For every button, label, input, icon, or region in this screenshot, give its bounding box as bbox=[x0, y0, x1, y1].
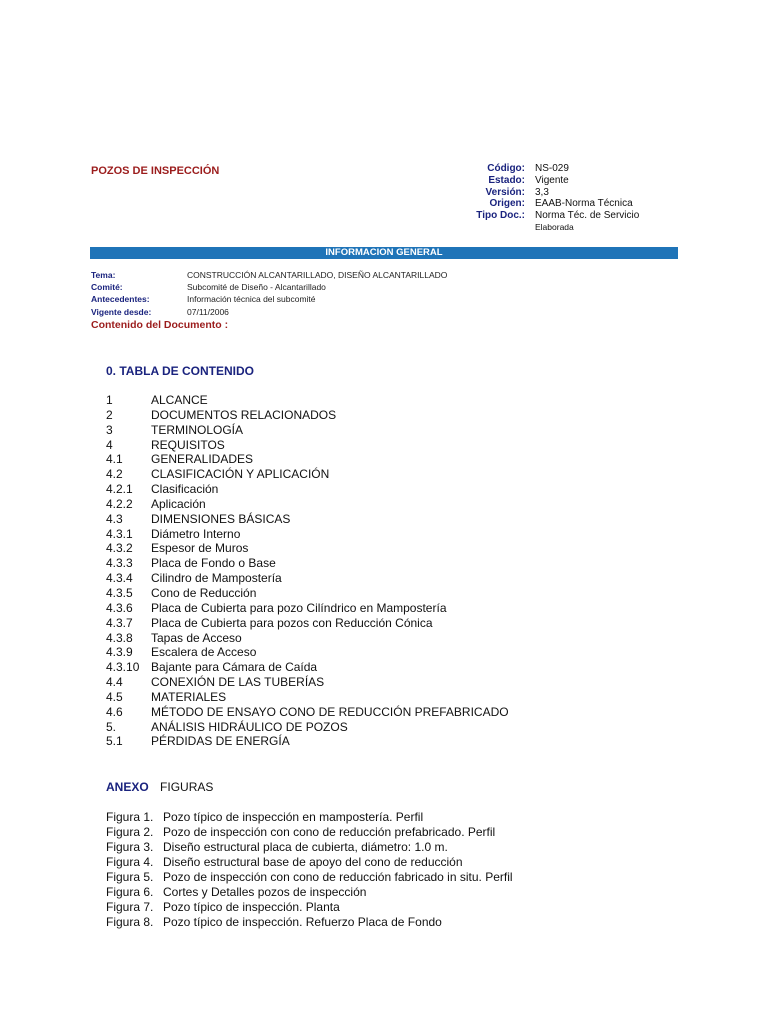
toc-item bbox=[106, 452, 509, 467]
toc-item-number: 4.2 bbox=[106, 467, 123, 482]
info-label: Vigente desde: bbox=[91, 306, 152, 317]
figure-item bbox=[106, 855, 513, 870]
figure-item-text: Pozo de inspección con cono de reducción fabricado in situ. Perfil bbox=[163, 870, 513, 884]
figure-item-number: Figura 6. bbox=[106, 885, 154, 899]
toc-item-text: ANÁLISIS HIDRÁULICO DE POZOS bbox=[151, 719, 348, 734]
toc-item bbox=[106, 423, 509, 438]
toc-item bbox=[106, 408, 509, 423]
toc-item-number: 4.2.2 bbox=[106, 496, 133, 511]
toc-item bbox=[106, 512, 509, 527]
figure-item-number: Figura 4. bbox=[106, 855, 154, 869]
toc-item-number: 2 bbox=[106, 407, 113, 422]
info-row bbox=[91, 293, 447, 305]
toc-item-number: 4.4 bbox=[106, 675, 123, 690]
figure-item-number: Figura 1. bbox=[106, 810, 154, 824]
meta-row bbox=[440, 198, 680, 210]
meta-label: Versión: bbox=[485, 186, 525, 198]
table-of-contents bbox=[106, 393, 509, 749]
toc-item bbox=[106, 720, 509, 735]
info-row bbox=[91, 269, 447, 281]
toc-item bbox=[106, 541, 509, 556]
toc-item-text: TERMINOLOGÍA bbox=[151, 422, 244, 437]
annex-title: FIGURAS bbox=[160, 780, 214, 794]
meta-label-empty bbox=[440, 222, 535, 234]
toc-item-text: ALCANCE bbox=[151, 393, 208, 407]
meta-row bbox=[440, 187, 680, 199]
meta-label: Estado: bbox=[488, 174, 525, 186]
meta-value-extra: Elaborada bbox=[535, 221, 574, 232]
toc-item-text: CONEXIÓN DE LAS TUBERÍAS bbox=[151, 675, 325, 690]
figure-item bbox=[106, 900, 513, 915]
toc-item-text: DOCUMENTOS RELACIONADOS bbox=[151, 407, 337, 422]
toc-item-number: 4.3.7 bbox=[106, 615, 133, 630]
toc-item bbox=[106, 616, 509, 631]
figure-item-number: Figura 2. bbox=[106, 825, 154, 839]
figure-item bbox=[106, 885, 513, 900]
toc-item bbox=[106, 675, 509, 690]
figure-item-text: Pozo típico de inspección. Refuerzo Placa de Fondo bbox=[163, 915, 442, 929]
meta-label: Tipo Doc.: bbox=[476, 210, 525, 222]
figure-item-text: Pozo típico de inspección. Planta bbox=[163, 900, 340, 914]
toc-item-number: 4.3.6 bbox=[106, 600, 133, 615]
toc-item bbox=[106, 586, 509, 601]
info-value: Información técnica del subcomité bbox=[187, 294, 316, 305]
figure-item-text: Diseño estructural placa de cubierta, diámetro: 1.0 m. bbox=[163, 840, 448, 854]
meta-value: NS-029 bbox=[535, 163, 569, 174]
toc-item-text: Cono de Reducción bbox=[151, 585, 257, 600]
toc-item-text: MATERIALES bbox=[151, 689, 227, 704]
figure-item-number: Figura 5. bbox=[106, 870, 154, 884]
metadata-block bbox=[440, 163, 680, 234]
toc-item-text: PÉRDIDAS DE ENERGÍA bbox=[151, 734, 290, 749]
figure-item-text: Pozo de inspección con cono de reducción prefabricado. Perfil bbox=[163, 825, 496, 839]
toc-item-text: Placa de Fondo o Base bbox=[151, 556, 276, 571]
toc-item bbox=[106, 660, 509, 675]
info-row bbox=[91, 306, 447, 318]
info-value: 07/11/2006 bbox=[187, 306, 229, 317]
toc-item bbox=[106, 497, 509, 512]
meta-row bbox=[440, 210, 680, 222]
info-label: Tema: bbox=[91, 270, 116, 280]
toc-item bbox=[106, 734, 509, 749]
toc-item bbox=[106, 571, 509, 586]
toc-item bbox=[106, 527, 509, 542]
toc-item-number: 1 bbox=[106, 393, 113, 407]
toc-item-number: 4.3.8 bbox=[106, 630, 133, 645]
toc-item bbox=[106, 438, 509, 453]
toc-item-number: 4.3.3 bbox=[106, 556, 133, 571]
meta-value: Norma Téc. de Servicio bbox=[535, 210, 640, 222]
meta-row bbox=[440, 222, 680, 234]
toc-item-text: DIMENSIONES BÁSICAS bbox=[151, 511, 291, 526]
toc-item-text: Tapas de Acceso bbox=[151, 630, 242, 645]
meta-value: EAAB-Norma Técnica bbox=[535, 198, 633, 210]
meta-value: Vigente bbox=[535, 174, 569, 186]
toc-item-text: GENERALIDADES bbox=[151, 452, 254, 467]
meta-label: Código: bbox=[487, 163, 525, 174]
figure-item-number: Figura 7. bbox=[106, 900, 154, 914]
figure-item-number: Figura 3. bbox=[106, 840, 154, 854]
toc-item-number: 3 bbox=[106, 422, 113, 437]
toc-item bbox=[106, 556, 509, 571]
toc-item bbox=[106, 690, 509, 705]
info-label: Antecedentes: bbox=[91, 294, 150, 305]
meta-value: 3,3 bbox=[535, 186, 549, 198]
figure-item bbox=[106, 840, 513, 855]
toc-item bbox=[106, 467, 509, 482]
toc-item-number: 4.3.4 bbox=[106, 571, 133, 586]
figure-item bbox=[106, 915, 513, 930]
figure-item-number: Figura 8. bbox=[106, 915, 154, 929]
info-value: Subcomité de Diseño - Alcantarillado bbox=[187, 282, 326, 293]
toc-item-text: Cilindro de Mampostería bbox=[151, 571, 282, 586]
toc-item-number: 4.3.5 bbox=[106, 585, 133, 600]
toc-item-text: REQUISITOS bbox=[151, 437, 225, 452]
toc-item-number: 4.6 bbox=[106, 704, 123, 719]
info-label: Comité: bbox=[91, 282, 123, 293]
toc-item bbox=[106, 705, 509, 720]
meta-row bbox=[440, 163, 680, 175]
toc-item-text: Bajante para Cámara de Caída bbox=[151, 660, 318, 675]
annex-heading bbox=[106, 780, 213, 794]
toc-item-text: Clasificación bbox=[151, 482, 219, 497]
figure-item bbox=[106, 825, 513, 840]
toc-item-number: 4.3.9 bbox=[106, 645, 133, 660]
toc-item bbox=[106, 645, 509, 660]
toc-item-number: 4.3 bbox=[106, 511, 123, 526]
toc-item-number: 4.3.2 bbox=[106, 541, 133, 556]
document-title: POZOS DE INSPECCIÓN bbox=[91, 165, 220, 177]
figure-item-text: Diseño estructural base de apoyo del cono de reducción bbox=[163, 855, 463, 869]
info-row bbox=[91, 281, 447, 293]
toc-item-text: Placa de Cubierta para pozo Cilíndrico en Mampostería bbox=[151, 600, 447, 615]
toc-item-number: 4 bbox=[106, 437, 113, 452]
toc-item-number: 4.3.10 bbox=[106, 660, 140, 675]
toc-item-number: 5.1 bbox=[106, 734, 123, 749]
toc-item-number: 4.5 bbox=[106, 689, 123, 704]
toc-item-text: CLASIFICACIÓN Y APLICACIÓN bbox=[151, 467, 330, 482]
annex-label: ANEXO bbox=[106, 780, 149, 794]
toc-item-text: Placa de Cubierta para pozos con Reducción Cónica bbox=[151, 615, 433, 630]
meta-label: Origen: bbox=[489, 198, 525, 210]
toc-item-text: Escalera de Acceso bbox=[151, 645, 257, 660]
figure-item bbox=[106, 810, 513, 825]
document-content-label: Contenido del Documento : bbox=[91, 319, 229, 331]
toc-item bbox=[106, 601, 509, 616]
figure-item-text: Cortes y Detalles pozos de inspección bbox=[163, 885, 367, 899]
toc-item-text: Espesor de Muros bbox=[151, 541, 249, 556]
figure-item bbox=[106, 870, 513, 885]
toc-item-text: Aplicación bbox=[151, 496, 206, 511]
toc-item-number: 4.3.1 bbox=[106, 526, 133, 541]
toc-item-number: 4.1 bbox=[106, 452, 123, 467]
toc-item bbox=[106, 631, 509, 646]
toc-heading: 0. TABLA DE CONTENIDO bbox=[106, 364, 255, 378]
general-info-block bbox=[91, 269, 447, 318]
toc-item-number: 4.2.1 bbox=[106, 482, 133, 497]
toc-item bbox=[106, 482, 509, 497]
figure-item-text: Pozo típico de inspección en mampostería. Perfil bbox=[163, 810, 424, 824]
toc-item-text: Diámetro Interno bbox=[151, 526, 241, 541]
toc-item-text: MÉTODO DE ENSAYO CONO DE REDUCCIÓN PREFABRICADO bbox=[151, 704, 509, 719]
figure-list bbox=[106, 810, 513, 930]
info-value: CONSTRUCCIÓN ALCANTARILLADO, DISEÑO ALCANTARILLADO bbox=[187, 270, 448, 280]
meta-row bbox=[440, 175, 680, 187]
toc-item bbox=[106, 393, 509, 408]
toc-item-number: 5. bbox=[106, 719, 117, 734]
section-bar-general-info: INFORMACION GENERAL bbox=[90, 247, 678, 259]
